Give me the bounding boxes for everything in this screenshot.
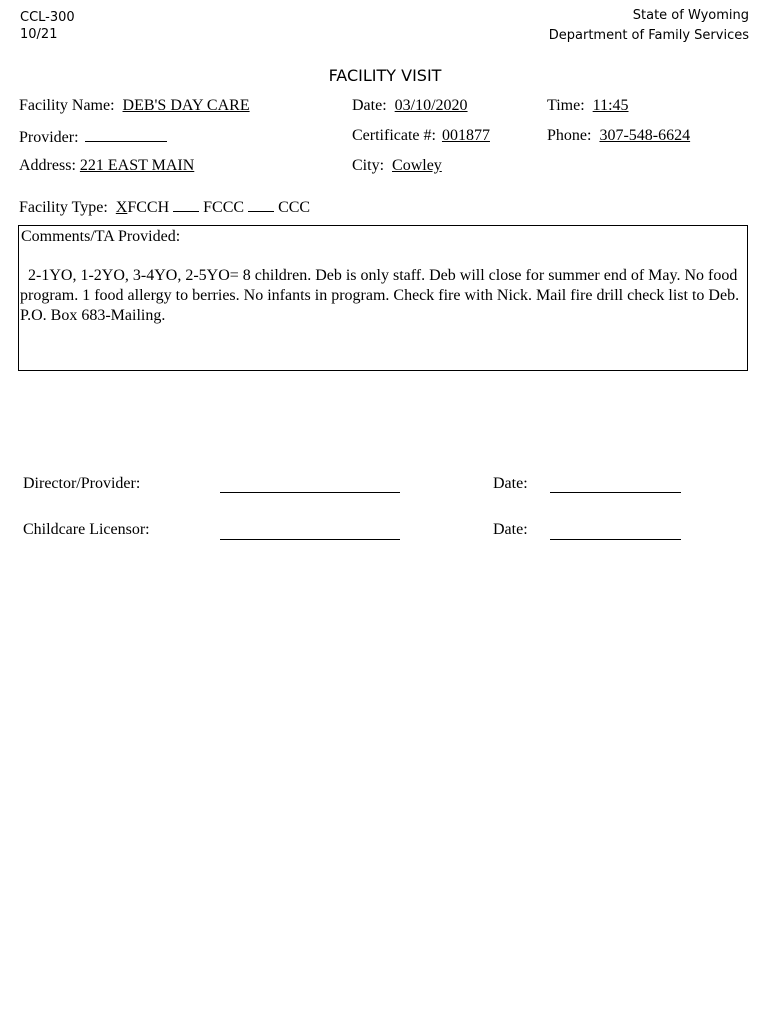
phone-label: Phone: bbox=[547, 127, 592, 144]
facility-type-label: Facility Type: bbox=[19, 199, 108, 216]
page-title: FACILITY VISIT bbox=[328, 66, 442, 85]
city-label: City: bbox=[352, 157, 385, 174]
director-date-label: Date: bbox=[493, 475, 528, 492]
fccc-option: FCCC bbox=[203, 199, 245, 216]
comments-text: 2-1YO, 1-2YO, 3-4YO, 2-5YO= 8 children. Deb is only staff. Deb will close for summer end of May. No food program. 1 food allergy to berries. No infants in program. Check fire with Nick. Mail fire drill check list to Deb. P.O. Box 683-Mailing. bbox=[20, 267, 744, 324]
form-revision-date: 10/21 bbox=[20, 27, 58, 42]
provider-label: Provider: bbox=[19, 129, 79, 146]
time-field bbox=[547, 97, 629, 115]
comments-label: Comments/TA Provided: bbox=[21, 228, 181, 245]
comments-box bbox=[18, 225, 748, 371]
phone-field bbox=[547, 127, 690, 145]
ccc-option: CCC bbox=[278, 199, 311, 216]
licensor-label: Childcare Licensor: bbox=[23, 521, 150, 538]
certificate-label: Certificate #: bbox=[352, 127, 436, 144]
provider-blank bbox=[85, 127, 167, 142]
facility-name-value: DEB'S DAY CARE bbox=[122, 97, 250, 114]
date-field bbox=[352, 97, 468, 115]
address-label: Address: bbox=[19, 157, 76, 174]
director-label: Director/Provider: bbox=[23, 475, 141, 492]
state-name: State of Wyoming bbox=[632, 8, 749, 23]
licensor-signature-line bbox=[220, 539, 400, 540]
licensor-date-line bbox=[550, 539, 681, 540]
address-field bbox=[19, 157, 194, 175]
city-field bbox=[352, 157, 442, 175]
department-name: Department of Family Services bbox=[548, 28, 749, 43]
facility-type-field bbox=[19, 197, 310, 217]
address-value: 221 EAST MAIN bbox=[79, 157, 195, 174]
form-number: CCL-300 bbox=[20, 10, 75, 25]
time-value: 11:45 bbox=[592, 97, 629, 114]
date-label: Date: bbox=[352, 97, 387, 114]
fccc-blank bbox=[173, 197, 199, 212]
date-value: 03/10/2020 bbox=[394, 97, 468, 114]
facility-name-label: Facility Name: bbox=[19, 97, 115, 114]
director-signature-line bbox=[220, 492, 400, 493]
facility-name-field bbox=[19, 97, 250, 115]
time-label: Time: bbox=[547, 97, 585, 114]
certificate-field bbox=[352, 127, 490, 145]
agency-header bbox=[549, 6, 749, 46]
certificate-value: 001877 bbox=[441, 127, 490, 144]
director-date-line bbox=[550, 492, 681, 493]
fcch-option: FCCH bbox=[127, 199, 170, 216]
fcch-mark: X bbox=[115, 199, 128, 216]
phone-value: 307-548-6624 bbox=[599, 127, 691, 144]
city-value: Cowley bbox=[392, 157, 442, 174]
provider-field bbox=[19, 127, 167, 147]
licensor-date-label: Date: bbox=[493, 521, 528, 538]
form-code bbox=[20, 9, 75, 43]
ccc-blank bbox=[248, 197, 274, 212]
